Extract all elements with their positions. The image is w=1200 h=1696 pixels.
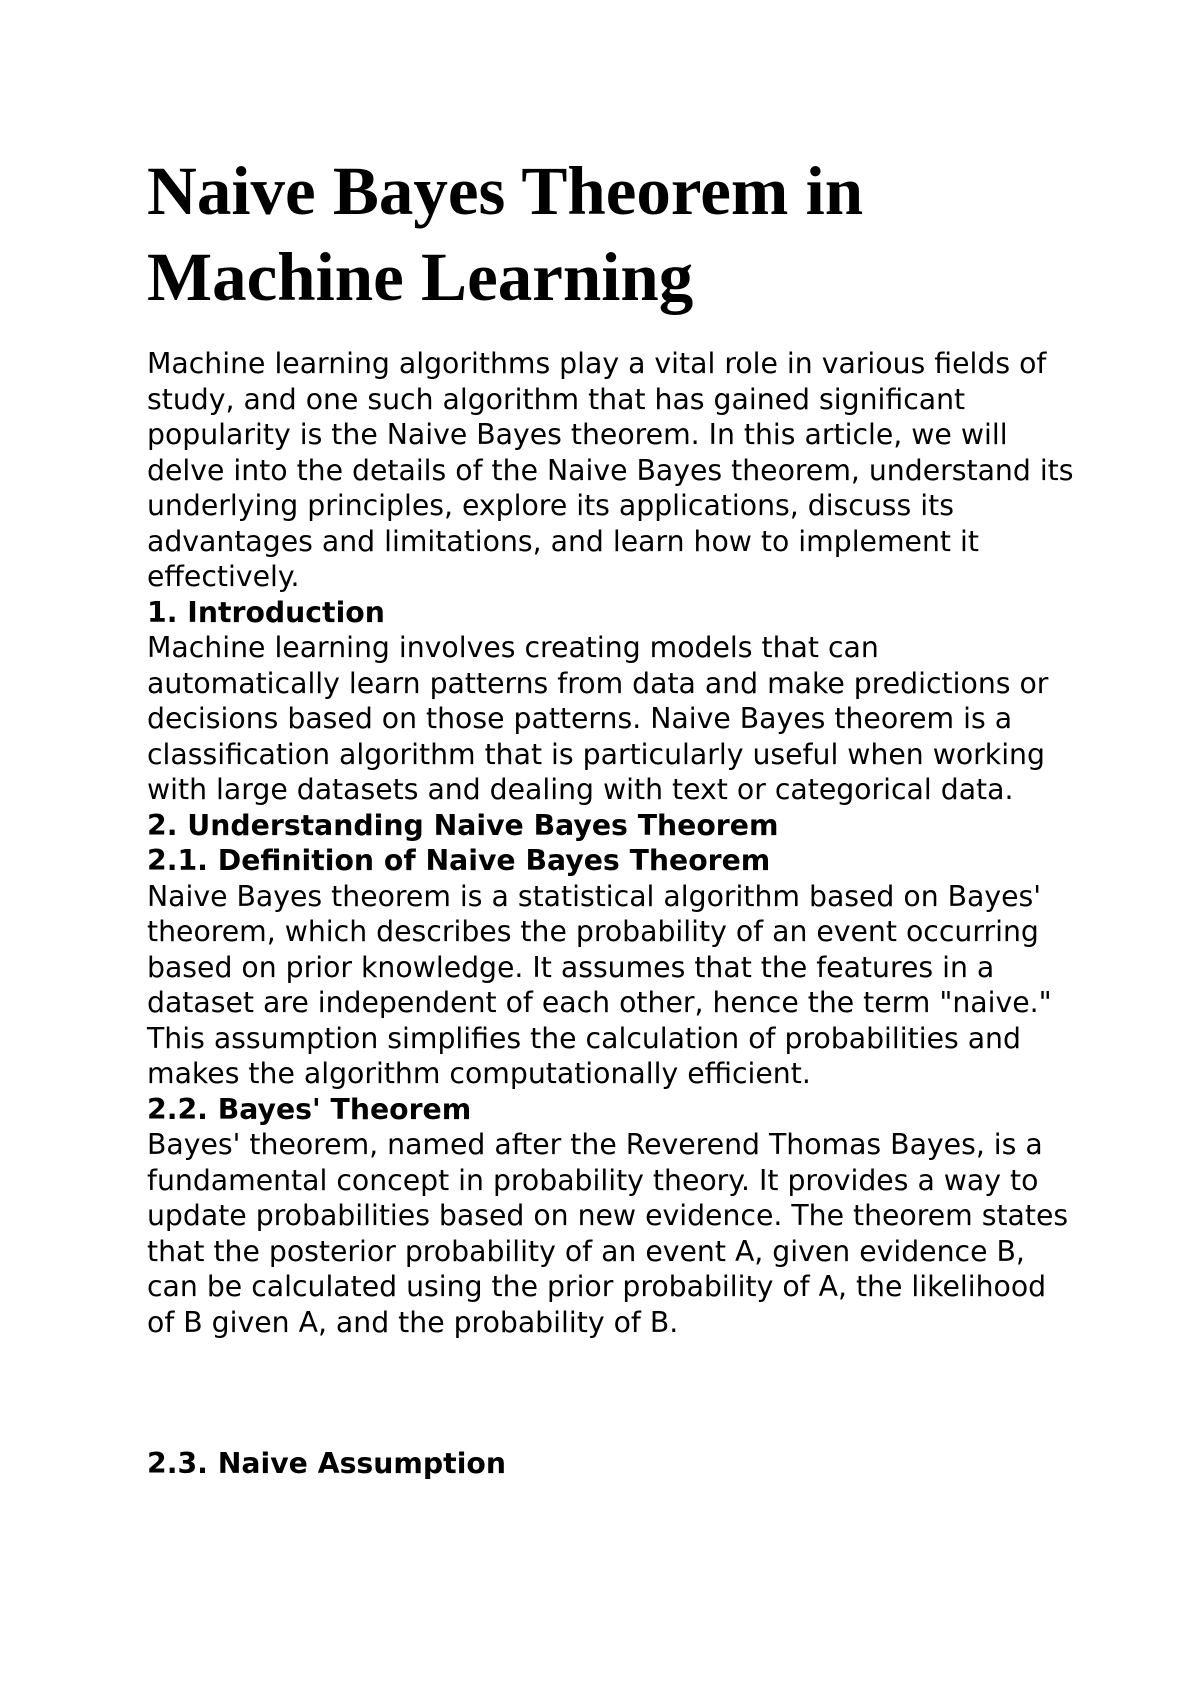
section-heading-definition: 2.1. Definition of Naive Bayes Theorem — [147, 844, 771, 877]
document-title: Naive Bayes Theorem in Machine Learning — [147, 153, 864, 315]
intro-paragraph: Machine learning algorithms play a vital role in various fields of study, and one such algorithm that has gained significant popularity is the Naive Bayes theorem. In this article, we will delve into the details of the Naive Bayes theorem, understand its underlying principles, explore its applications, discuss its advantages and limitations, and learn how to implement it effectively. — [147, 347, 1074, 593]
section-heading-bayes-theorem: 2.2. Bayes' Theorem — [147, 1092, 472, 1126]
section-text-definition: Naive Bayes theorem is a statistical algorithm based on Bayes' theorem, which describes the probability of an event occurring based on prior knowledge. It assumes that the features in a dataset are independent of each other, hence the term "naive." This assumption simplifies the calculation of probabilities and makes the algorithm computationally efficient. — [147, 879, 1052, 1090]
section-text-bayes-theorem: Bayes' theorem, named after the Reverend Thomas Bayes, is a fundamental concept in probability theory. It provides a way to update probabilities based on new evidence. The theorem states that the posterior probability of an event A, given evidence B, can be calculated using the prior probability of A, the likelihood of B given A, and the probability of B. — [147, 1128, 1069, 1339]
document-content — [147, 148, 1077, 1482]
section-text-introduction: Machine learning involves creating models that can automatically learn patterns from data and make predictions or decisions based on those patterns. Naive Bayes theorem is a classification algorithm that is particularly useful when working with large datasets and dealing with text or categorical data. — [147, 631, 1049, 806]
section-heading-naive-assumption: 2.3. Naive Assumption — [147, 1447, 506, 1480]
section-heading-introduction: 1. Introduction — [147, 595, 385, 629]
section-heading-understanding: 2. Understanding Naive Bayes Theorem — [147, 808, 779, 842]
paragraph-gap — [147, 1340, 1077, 1446]
